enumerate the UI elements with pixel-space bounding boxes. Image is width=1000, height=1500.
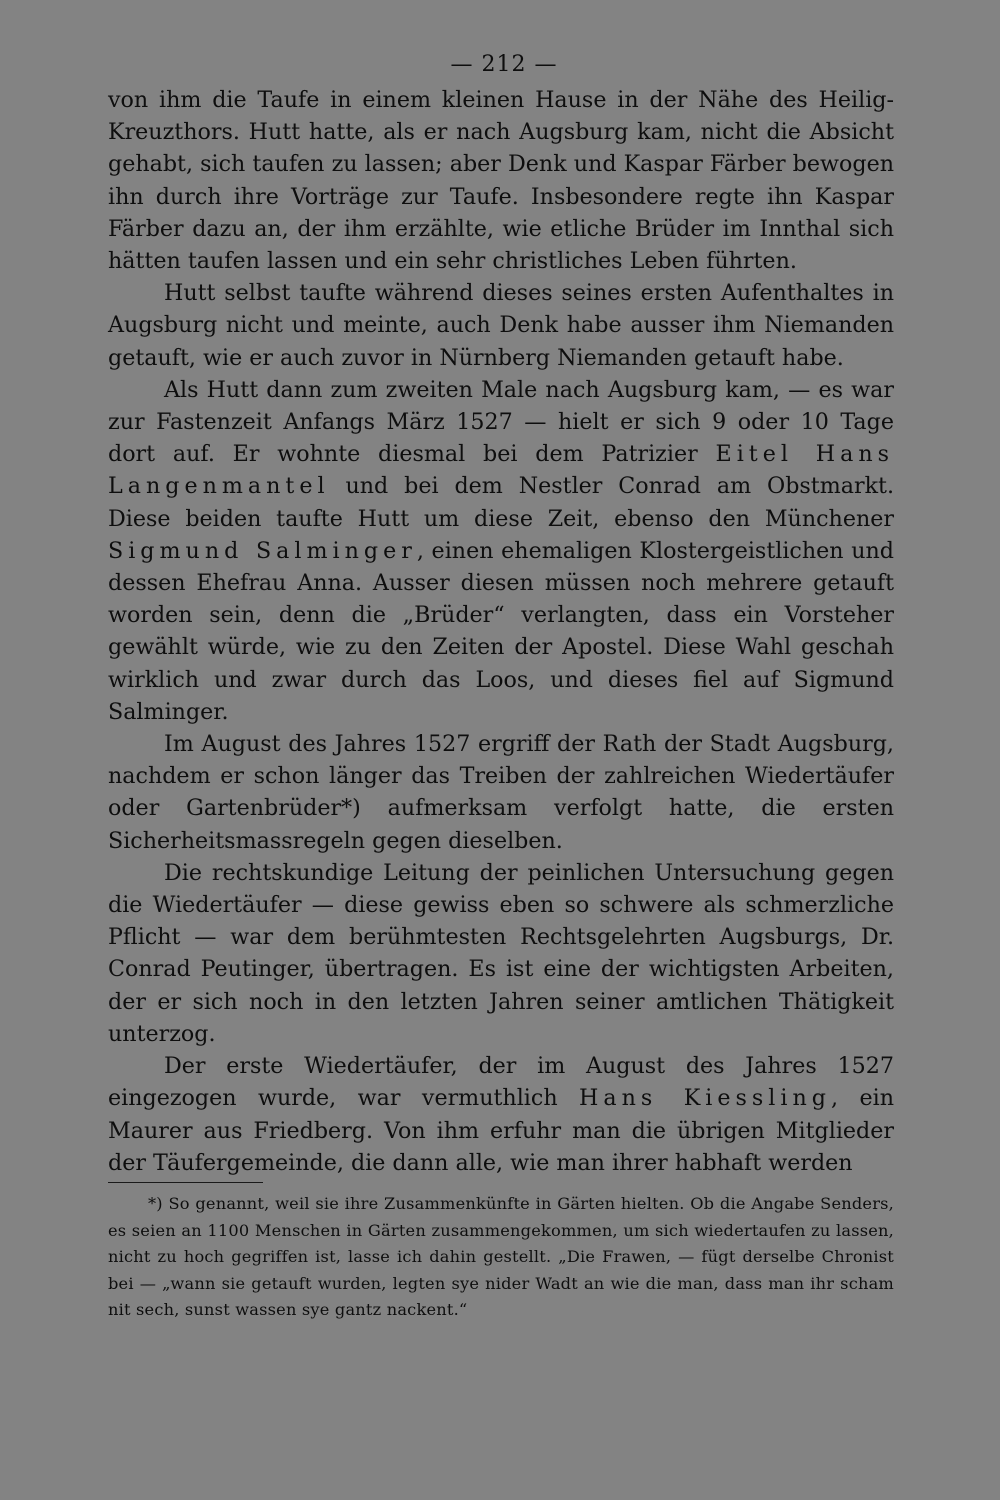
spaced-name-langenmantel: Eitel Hans Langenmantel (108, 441, 894, 500)
paragraph-3 (108, 374, 894, 728)
spaced-name-kiessling: Hans Kiessling (579, 1085, 831, 1112)
book-page (108, 46, 894, 1324)
paragraph-6 (108, 1050, 894, 1179)
paragraph-6-part-b: , ein Maurer aus Friedberg. Von ihm erfuhr man die übrigen Mitglieder der Täufergemeinde, die dann alle, wie man ihrer habhaft werden (108, 1085, 894, 1176)
body-text (108, 84, 894, 1179)
paragraph-4: Im August des Jahres 1527 ergriff der Rath der Stadt Augsburg, nachdem er schon länger das Treiben der zahlreichen Wiedertäufer oder Gartenbrüder*) aufmerksam verfolgt hatte, die ersten Sicherheitsmassregeln gegen dieselben. (108, 731, 894, 854)
page-number: — 212 — (450, 52, 558, 77)
paragraph-3-part-c: , einen ehemaligen Klostergeistlichen und dessen Ehefrau Anna. Ausser diesen müssen noch mehrere getauft worden sein, denn die „Brüder“ verlangten, dass ein Vorsteher gewählt würde, wie zu den Zeiten der Apostel. Diese Wahl geschah wirklich und zwar durch das Loos, und dieses fiel auf Sigmund Salminger. (108, 537, 894, 725)
paragraph-1: von ihm die Taufe in einem kleinen Hause in der Nähe des Heilig-Kreuzthors. Hutt hatte, als er nach Augsburg kam, nicht die Absicht gehabt, sich taufen zu lassen; aber Denk und Kaspar Färber bewogen ihn durch ihre Vorträge zur Taufe. Insbesondere regte ihn Kaspar Färber dazu an, der ihm erzählte, wie etliche Brüder im Innthal sich hätten taufen lassen und ein sehr christliches Leben führten. (108, 87, 894, 275)
paragraph-2: Hutt selbst taufte während dieses seines ersten Aufenthaltes in Augsburg nicht und meinte, auch Denk habe ausser ihm Niemanden getauft, wie er auch zuvor in Nürnberg Niemanden getauft habe. (108, 280, 894, 371)
footnote: *) So genannt, weil sie ihre Zusammenkünfte in Gärten hielten. Ob die Angabe Senders, es seien an 1100 Menschen in Gärten zusammengekommen, um sich wiedertaufen zu lassen, nicht zu hoch gegriffen ist, lasse ich dahin gestellt. „Die Frawen, — fügt derselbe Chronist bei — „wann sie getauft wurden, legten sye nider Wadt an wie die man, dass man ihr scham nit sech, sunst wassen sye gantz nackent.“ (108, 1193, 894, 1320)
paragraph-3-part-a: Als Hutt dann zum zweiten Male nach Augsburg kam, — es war zur Fastenzeit Anfangs März 1527 — hielt er sich 9 oder 10 Tage dort auf. Er wohnte diesmal bei dem Patrizier (108, 376, 894, 468)
paragraph-5: Die rechtskundige Leitung der peinlichen Untersuchung gegen die Wiedertäufer — diese gewiss eben so schwere als schmerzliche Pflicht — war dem berühmtesten Rechtsgelehrten Augsburgs, Dr. Conrad Peutinger, übertragen. Es ist eine der wichtigsten Arbeiten, der er sich noch in den letzten Jahren seiner amtlichen Thätigkeit unterzog. (108, 859, 894, 1047)
spaced-name-salminger: Sigmund Salminger (108, 537, 417, 564)
footnote-divider (108, 1182, 263, 1183)
paragraph-6-part-a: Der erste Wiedertäufer, der im August des Jahres 1527 eingezogen wurde, war vermuthlich (108, 1053, 894, 1112)
paragraph-3-part-b: und bei dem Nestler Conrad am Obstmarkt. Diese beiden taufte Hutt um diese Zeit, ebenso den Münchener (108, 473, 894, 532)
